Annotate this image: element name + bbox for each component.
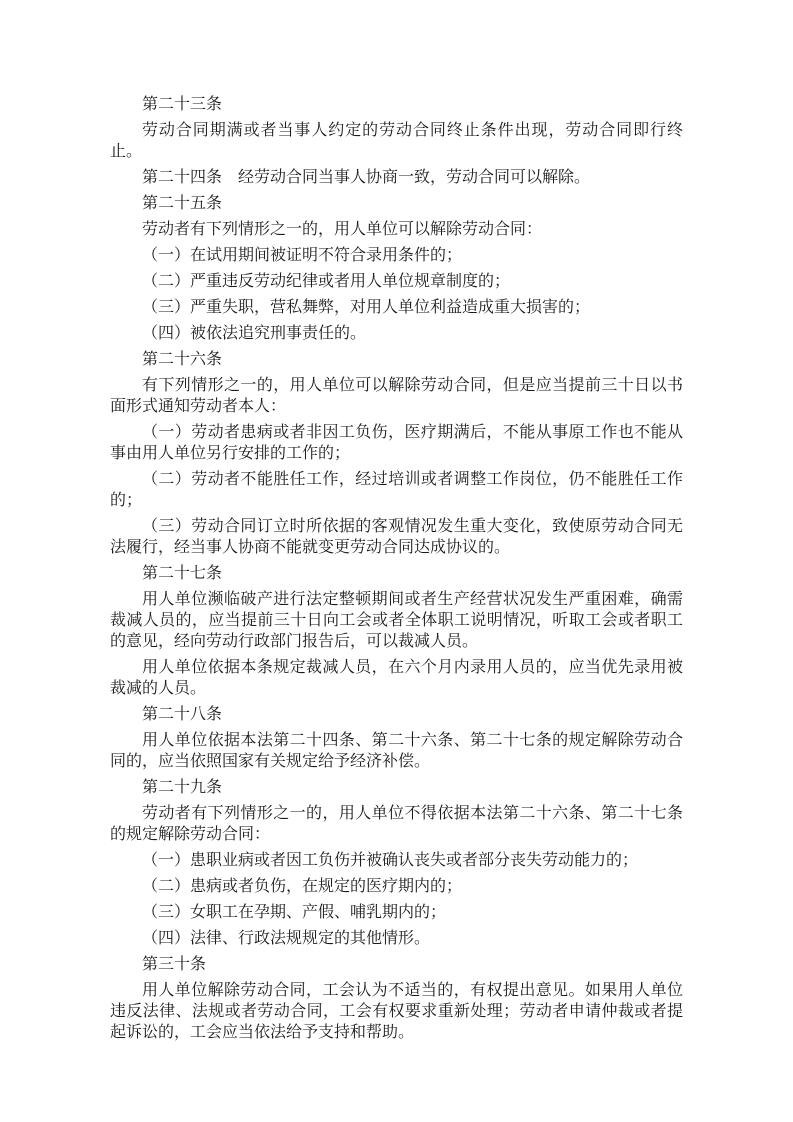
clause-item: （一）患职业病或者因工负伤并被确认丧失或者部分丧失劳动能力的； — [142, 852, 639, 869]
article-heading: 第二十六条 — [142, 351, 223, 368]
body-paragraph: 劳动者有下列情形之一的，用人单位可以解除劳动合同： — [142, 221, 543, 238]
body-paragraph: 劳动合同期满或者当事人约定的劳动合同终止条件出现，劳动合同即行终止。 — [110, 122, 683, 160]
body-paragraph: 有下列情形之一的，用人单位可以解除劳动合同，但是应当提前三十日以书面形式通知劳动者本人： — [110, 377, 683, 415]
clause-item: （一）劳动者患病或者非因工负伤，医疗期满后，不能从事原工作也不能从事由用人单位另行安排的工作的； — [110, 424, 683, 462]
body-paragraph: 用人单位濒临破产进行法定整顿期间或者生产经营状况发生严重困难，确需裁减人员的，应当提前三十日向工会或者全体职工说明情况，听取工会或者职工的意见，经向劳动行政部门报告后，可以裁减人员。 — [110, 591, 683, 650]
body-paragraph: 用人单位解除劳动合同，工会认为不适当的，有权提出意见。如果用人单位违反法律、法规或者劳动合同，工会有权要求重新处理；劳动者申请仲裁或者提起诉讼的，工会应当依法给予支持和帮助。 — [110, 982, 683, 1041]
article-heading: 第二十五条 — [142, 195, 223, 212]
clause-item: （二）劳动者不能胜任工作，经过培训或者调整工作岗位，仍不能胜任工作的； — [110, 471, 683, 509]
clause-item: （二）严重违反劳动纪律或者用人单位规章制度的； — [142, 273, 511, 290]
article-heading: 第二十三条 — [142, 96, 223, 113]
article-heading: 第三十条 — [142, 956, 207, 973]
article-heading: 第二十九条 — [142, 779, 223, 796]
body-paragraph: 用人单位依据本法第二十四条、第二十六条、第二十七条的规定解除劳动合同的，应当依照国家有关规定给予经济补偿。 — [110, 732, 683, 770]
article-heading: 第二十七条 — [142, 565, 223, 582]
clause-item: （三）严重失职，营私舞弊，对用人单位利益造成重大损害的； — [142, 299, 591, 316]
document-body — [110, 94, 683, 1048]
article-heading: 第二十八条 — [142, 706, 223, 723]
clause-item: （三）劳动合同订立时所依据的客观情况发生重大变化，致使原劳动合同无法履行，经当事人协商不能就变更劳动合同达成协议的。 — [110, 518, 683, 556]
body-paragraph: 劳动者有下列情形之一的，用人单位不得依据本法第二十六条、第二十七条的规定解除劳动合同： — [110, 805, 683, 843]
clause-item: （四）被依法追究刑事责任的。 — [142, 325, 367, 342]
clause-item: （一）在试用期间被证明不符合录用条件的； — [142, 247, 463, 264]
clause-item: （二）患病或者负伤，在规定的医疗期内的； — [142, 878, 463, 895]
clause-item: （四）法律、行政法规规定的其他情形。 — [142, 930, 431, 947]
body-paragraph: 用人单位依据本条规定裁减人员，在六个月内录用人员的，应当优先录用被裁减的人员。 — [110, 659, 683, 697]
clause-item: （三）女职工在孕期、产假、哺乳期内的； — [142, 904, 447, 921]
article-heading-inline: 第二十四条 经劳动合同当事人协商一致，劳动合同可以解除。 — [142, 169, 591, 186]
